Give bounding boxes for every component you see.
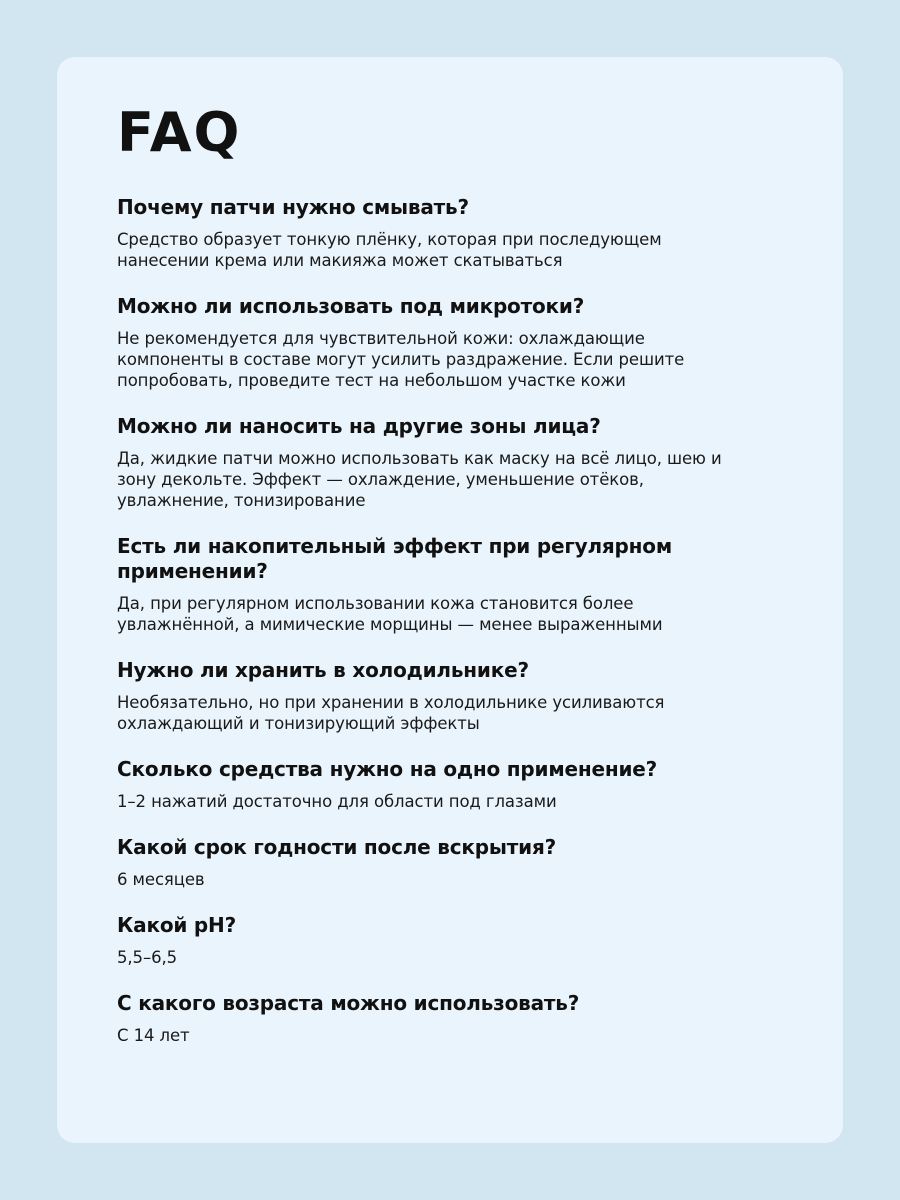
faq-answer: Необязательно, но при хранении в холодильнике усиливаются охлаждающий и тонизирующий эффекты xyxy=(117,693,665,733)
faq-answer: 5,5–6,5 xyxy=(117,948,178,967)
faq-question: Сколько средства нужно на одно применение? xyxy=(117,757,658,781)
faq-question: Можно ли наносить на другие зоны лица? xyxy=(117,414,601,438)
faq-item xyxy=(117,294,727,391)
faq-answer: Средство образует тонкую плёнку, которая при последующем нанесении крема или макияжа может скатываться xyxy=(117,230,662,270)
faq-question: Можно ли использовать под микротоки? xyxy=(117,294,585,318)
faq-item xyxy=(117,913,727,968)
faq-question: Какой срок годности после вскрытия? xyxy=(117,835,557,859)
faq-question: Какой pH? xyxy=(117,913,236,937)
faq-answer: Да, жидкие патчи можно использовать как маску на всё лицо, шею и зону декольте. Эффект — охлаждение, уменьшение отёков, увлажнение, тонизирование xyxy=(117,449,722,510)
faq-card xyxy=(57,57,843,1143)
faq-answer: 6 месяцев xyxy=(117,870,205,889)
faq-item xyxy=(117,658,727,734)
faq-item xyxy=(117,534,727,635)
faq-item xyxy=(117,835,727,890)
faq-item xyxy=(117,757,727,812)
faq-item xyxy=(117,991,727,1046)
faq-question: С какого возраста можно использовать? xyxy=(117,991,580,1015)
page-title: FAQ xyxy=(117,101,242,164)
faq-answer: 1–2 нажатий достаточно для области под глазами xyxy=(117,792,557,811)
faq-question: Есть ли накопительный эффект при регулярном применении? xyxy=(117,534,672,583)
faq-answer: Не рекомендуется для чувствительной кожи: охлаждающие компоненты в составе могут усилить раздражение. Если решите попробовать, проведите тест на небольшом участке кожи xyxy=(117,329,685,390)
faq-answer: Да, при регулярном использовании кожа становится более увлажнённой, а мимические морщины — менее выраженными xyxy=(117,594,663,634)
faq-question: Нужно ли хранить в холодильнике? xyxy=(117,658,529,682)
faq-question: Почему патчи нужно смывать? xyxy=(117,195,469,219)
faq-item xyxy=(117,414,727,511)
faq-list xyxy=(117,195,843,1046)
faq-item xyxy=(117,195,727,271)
faq-answer: С 14 лет xyxy=(117,1026,190,1045)
